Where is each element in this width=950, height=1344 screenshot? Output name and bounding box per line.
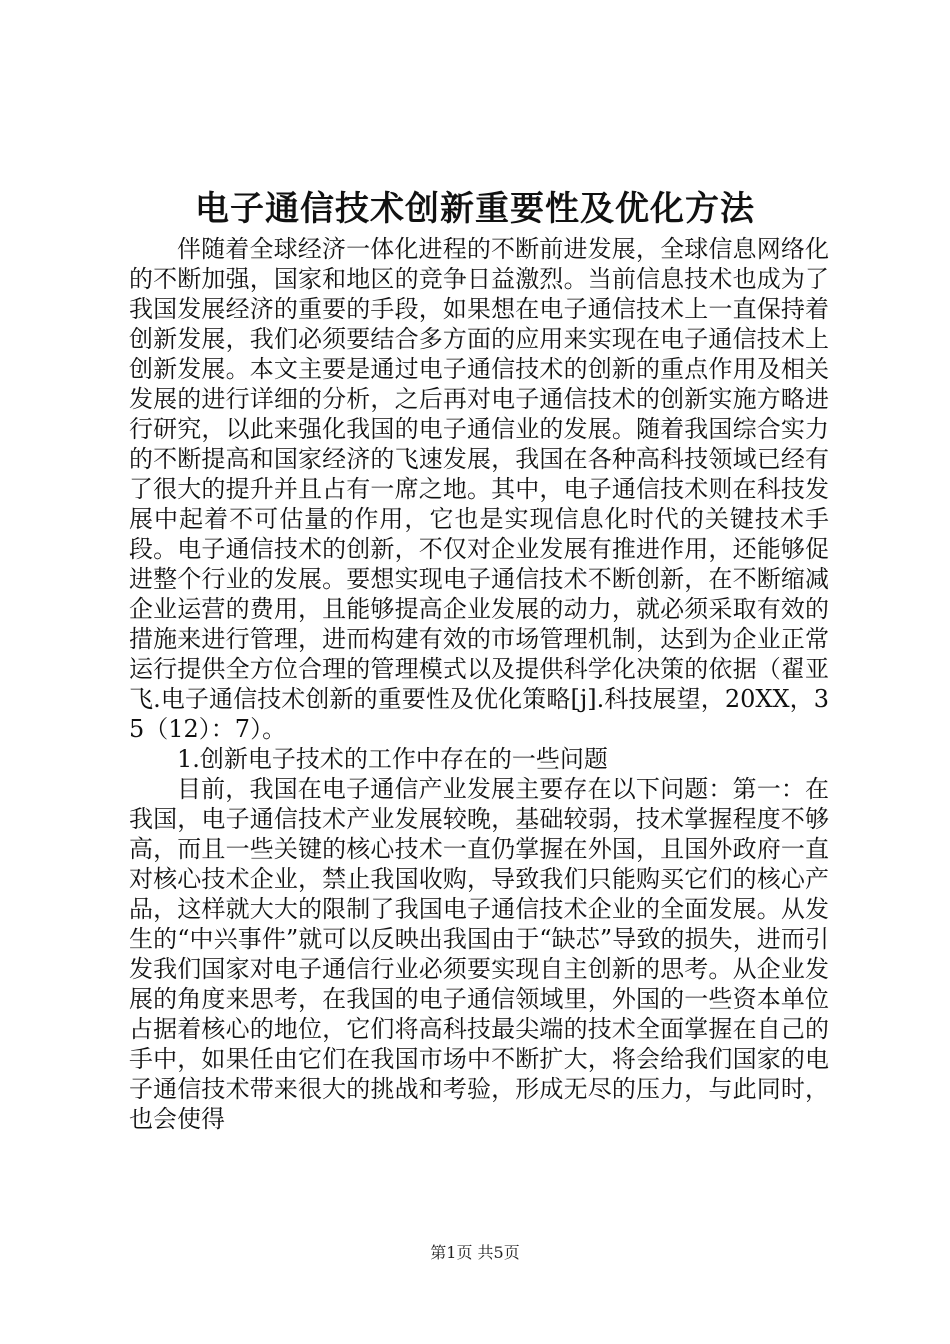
paragraph-problems: 目前，我国在电子通信产业发展主要存在以下问题：第一：在我国，电子通信技术产业发展较晚，基础较弱，技术掌握程度不够高，而且一些关键的核心技术一直仍掌握在外国，且国外政府一直对核心技术企业，禁止我国收购，导致我们只能购买它们的核心产品，这样就大大的限制了我国电子通信技术企业的全面发展。从发生的“中兴事件”就可以反映出我国由于“缺芯”导致的损失，进而引发我们国家对电子通信行业必须要实现自主创新的思考。从企业发展的角度来思考，在我国的电子通信领域里，外国的一些资本单位占据着核心的地位，它们将高科技最尖端的技术全面掌握在自己的手中，如果任由它们在我国市场中不断扩大，将会给我们国家的电子通信技术带来很大的挑战和考验，形成无尽的压力，与此同时，也会使得 xyxy=(129,775,829,1133)
document-body xyxy=(129,234,829,1134)
document-title: 电子通信技术创新重要性及优化方法 xyxy=(195,189,755,229)
paragraph-intro: 伴随着全球经济一体化进程的不断前进发展，全球信息网络化的不断加强，国家和地区的竞争日益激烈。当前信息技术也成为了我国发展经济的重要的手段，如果想在电子通信技术上一直保持着创新发展，我们必须要结合多方面的应用来实现在电子通信技术上创新发展。本文主要是通过电子通信技术的创新的重点作用及相关发展的进行详细的分析，之后再对电子通信技术的创新实施方略进行研究，以此来强化我国的电子通信业的发展。随着我国综合实力的不断提高和国家经济的飞速发展，我国在各种高科技领域已经有了很大的提升并且占有一席之地。其中，电子通信技术则在科技发展中起着不可估量的作用，它也是实现信息化时代的关键技术手段。电子通信技术的创新，不仅对企业发展有推进作用，还能够促进整个行业的发展。要想实现电子通信技术不断创新，在不断缩减企业运营的费用，且能够提高企业发展的动力，就必须采取有效的措施来进行管理，进而构建有效的市场管理机制，达到为企业正常运行提供全方位合理的管理模式以及提供科学化决策的依据（翟亚飞.电子通信技术创新的重要性及优化策略[j].科技展望，20XX，35（12）：7）。 xyxy=(129,235,829,743)
section-heading: 1.创新电子技术的工作中存在的一些问题 xyxy=(177,745,608,773)
page-number: 第1页 共5页 xyxy=(430,1243,520,1262)
